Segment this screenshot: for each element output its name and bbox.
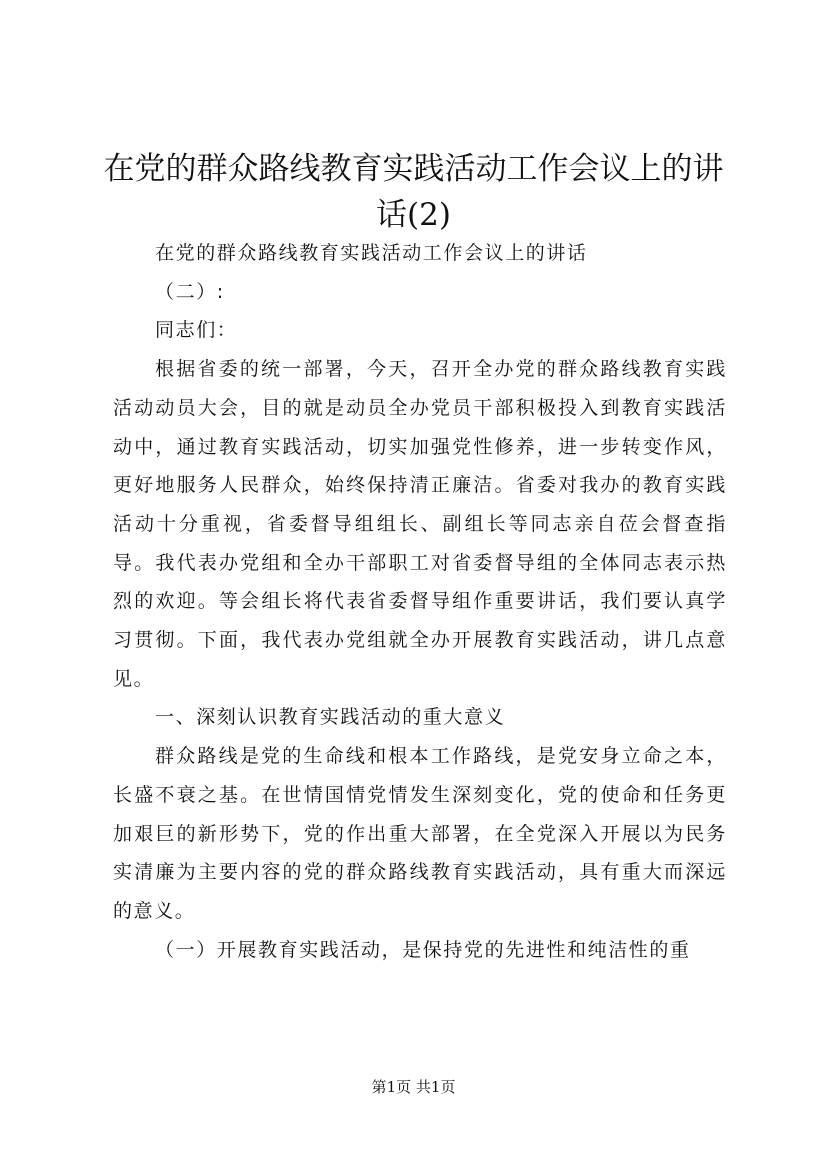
page-number: 1 (386, 1078, 397, 1096)
body-paragraph: 群众路线是党的生命线和根本工作路线，是党安身立命之本，长盛不衰之基。在世情国情党情发生深刻变化，党的使命和任务更加艰巨的新形势下，党的作出重大部署，在全党深入开展以为民务实清廉为主要内容的党的群众路线教育实践活动，具有重大而深远的意义。 (113, 745, 727, 922)
section-heading: 一、深刻认识教育实践活动的重大意义 (155, 706, 506, 729)
page-mid: 页 共 (396, 1078, 431, 1096)
document-title: 在党的群众路线教育实践活动工作会议上的讲话(2) (103, 151, 724, 233)
salutation-paragraph: 同志们： (155, 319, 238, 342)
subtitle-number-paragraph: （二）: (155, 280, 225, 303)
document-body (113, 234, 727, 969)
page-prefix: 第 (371, 1078, 387, 1096)
page-suffix: 页 (440, 1078, 456, 1096)
subtitle-paragraph: 在党的群众路线教育实践活动工作会议上的讲话 (155, 242, 588, 264)
page-footer (0, 1077, 827, 1097)
body-paragraph: 根据省委的统一部署，今天，召开全办党的群众路线教育实践活动动员大会，目的就是动员全办党员干部积极投入到教育实践活动中，通过教育实践活动，切实加强党性修养，进一步转变作风，更好地服务人民群众，始终保持清正廉洁。省委对我办的教育实践活动十分重视，省委督导组组长、副组长等同志亲自莅会督查指导。我代表办党组和全办干部职工对省委督导组的全体同志表示热烈的欢迎。等会组长将代表省委督导组作重要讲话，我们要认真学习贯彻。下面，我代表办党组就全办开展教育实践活动，讲几点意见。 (113, 358, 727, 690)
page-total: 1 (430, 1078, 441, 1096)
subsection-heading: （一）开展教育实践活动，是保持党的先进性和纯洁性的重 (155, 938, 691, 961)
